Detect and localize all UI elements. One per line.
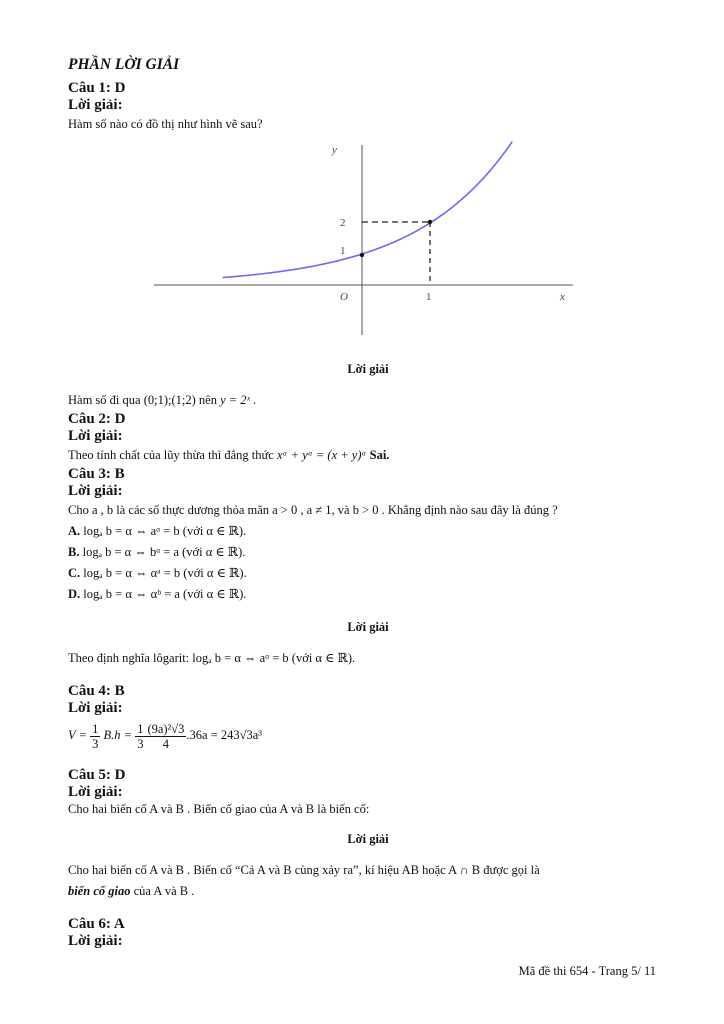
answer-prefix: Hàm số đi qua (68, 393, 141, 407)
answer-points: (0;1);(1;2) (143, 393, 196, 407)
graph-svg (68, 135, 668, 347)
q2-suffix: Sai. (369, 448, 390, 462)
option-b-label: B. (68, 545, 80, 559)
answer-formula: y = 2ˣ . (220, 393, 257, 407)
q2-formula: xᵅ + yᵅ = (x + y)ᵅ (276, 448, 367, 462)
question-1-solution-label: Lời giải: (68, 97, 123, 113)
question-2-text (68, 445, 668, 466)
question-1-solution-heading: Lời giải (347, 361, 389, 376)
f1-den: 3 (92, 736, 99, 751)
answer-mid: nên (198, 393, 217, 407)
x-tick-1: 1 (426, 291, 432, 303)
f1-num: 1 (92, 721, 99, 736)
origin-label: O (340, 291, 348, 303)
question-3-solution-heading: Lời giải (347, 619, 389, 634)
option-d (68, 584, 668, 605)
question-5-solution-label: Lời giải: (68, 784, 123, 800)
spacer (68, 669, 668, 683)
question-3-answer: Theo định nghĩa lôgarit: logₐ b = α ⇔ aᵅ = b (với α ∈ ℝ). (68, 651, 356, 665)
option-a-text: logₐ b = α ⇔ aᵅ = b (với α ∈ ℝ). (83, 524, 247, 538)
question-5-solution-heading: Lời giải (347, 831, 389, 846)
q5-bold-term: biến cố giao (68, 884, 131, 898)
q2-prefix: Theo tính chất của lũy thừa thì đẳng thức (68, 448, 274, 462)
question-1-text: Hàm số nào có đồ thị như hình vẽ sau? (68, 117, 263, 131)
question-2-solution-label: Lời giải: (68, 428, 123, 444)
question-4-header: Câu 4: B (68, 683, 125, 699)
y-tick-1: 1 (340, 245, 346, 257)
question-2-header: Câu 2: D (68, 411, 126, 427)
f3-den: 4 (162, 736, 170, 751)
point-1-2 (428, 220, 432, 224)
curve-y-2x (223, 142, 513, 278)
fraction-1-3 (90, 722, 100, 751)
question-5-header: Câu 5: D (68, 767, 126, 783)
option-d-text: logₐ b = α ⇔ αᵇ = a (với α ∈ ℝ). (83, 587, 247, 601)
option-a-label: A. (68, 524, 81, 538)
option-d-label: D. (68, 587, 81, 601)
question-1-header: Câu 1: D (68, 80, 126, 96)
f2-den: 3 (137, 736, 144, 751)
question-6-header: Câu 6: A (68, 916, 125, 932)
page-content (68, 56, 668, 950)
q4-lhs: V = (68, 728, 87, 742)
point-0-1 (360, 253, 364, 257)
page-title: PHẦN LỜI GIẢI (68, 56, 180, 73)
question-6-solution-label: Lời giải: (68, 933, 123, 949)
y-tick-2: 2 (340, 217, 346, 229)
option-b (68, 542, 668, 563)
f3-num: (9a)²√3 (147, 721, 185, 736)
q4-mid: B.h = (103, 728, 133, 742)
q5-rest: của A và B . (133, 884, 195, 898)
option-c (68, 563, 668, 584)
option-c-text: logₐ b = α ⇔ αᵃ = b (với α ∈ ℝ). (83, 566, 247, 580)
question-5-answer-line1: Cho hai biến cố A và B . Biến cố “Cả A và B cùng xảy ra”, kí hiệu AB hoặc A ∩ B được gọi là (68, 863, 540, 877)
question-3-solution-label: Lời giải: (68, 483, 123, 499)
spacer (68, 753, 668, 767)
question-5-text: Cho hai biến cố A và B . Biến cố giao của A và B là biến cố: (68, 802, 370, 816)
fraction-1-3-b (135, 722, 145, 751)
q4-rest: .36a = 243√3a³ (186, 728, 263, 742)
option-c-label: C. (68, 566, 81, 580)
question-3-header: Câu 3: B (68, 466, 125, 482)
y-axis-label: y (332, 144, 337, 156)
exponential-graph (68, 135, 668, 347)
question-4-formula (68, 717, 668, 753)
page-footer: Mã đề thi 654 - Trang 5/ 11 (518, 964, 656, 978)
spacer (68, 902, 668, 916)
fraction-area (145, 722, 186, 751)
question-1-answer (68, 390, 668, 411)
option-b-text: logₐ b = α ⇔ bᵅ = a (với α ∈ ℝ). (82, 545, 246, 559)
question-3-text: Cho a , b là các số thực dương thỏa mãn a > 0 , a ≠ 1, và b > 0 . Khẳng định nào sau đây là đúng ? (68, 503, 558, 517)
question-4-solution-label: Lời giải: (68, 700, 123, 716)
x-axis-label: x (560, 291, 565, 303)
f2-num: 1 (137, 721, 144, 736)
option-a (68, 521, 668, 542)
question-5-answer-line2 (68, 881, 668, 902)
